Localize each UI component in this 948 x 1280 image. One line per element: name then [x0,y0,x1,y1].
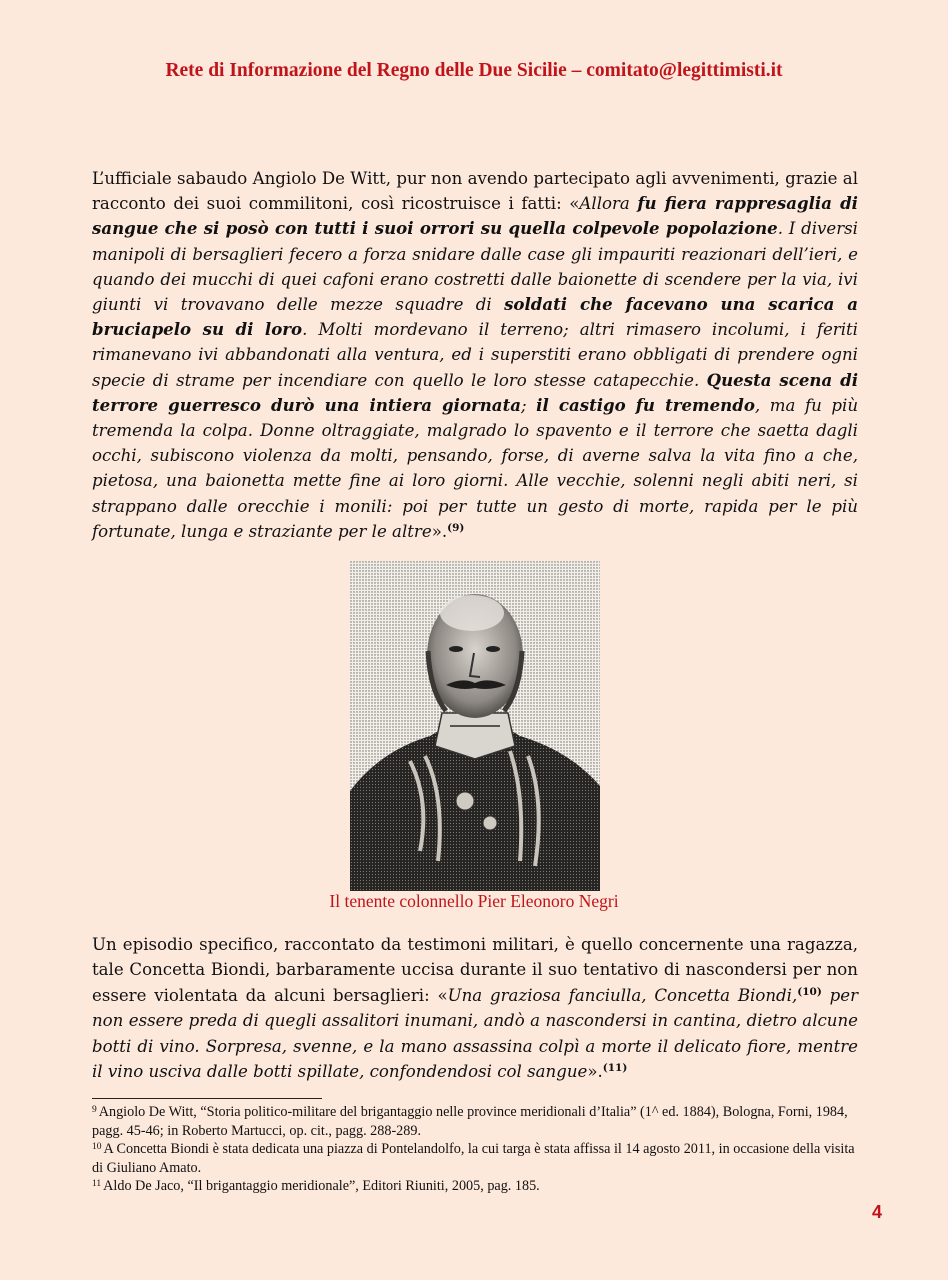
text-run: ». [587,1062,603,1082]
quote-bold-run: soldati che facevano una scarica a bruciapelo su di loro [92,294,858,340]
quote-run: , ma fu più tremenda la colpa. Donne oltraggiate, malgrado lo spavento e il terrore che saetta dagli occhi, subiscono violenza da molti, pensando, forse, di averne salva la vita fino a che, pietosa, una baionetta mette fine ai loro giorni. Alle vecchie, solenni negli abiti neri, si strappano dalle orecchie i monili: poi per tutte un gesto di morte, rapida per le più fortunate, lunga e straziante per le altre [92,395,859,541]
footnote-text: Aldo De Jaco, “Il brigantaggio meridionale”, Editori Riuniti, 2005, pag. 185. [103,1177,540,1194]
quote-run: . I diversi manipoli di bersaglieri fecero a forza snidare dalle case gli impauriti reazionari dell’ieri, e quando dei mucchi di quei cafoni erano costretti dalle baionette di scendere per la via, ivi giunti vi trovavano delle mezze squadre di [92,219,858,315]
text-run: ». [431,521,448,541]
footnotes [92,1104,862,1197]
footnote-number: 9 [92,1105,97,1115]
quote-bold-run: fu fiera rappresaglia di sangue che si posò con tutti i suoi orrori su quella colpevole popolazione [92,193,858,239]
footnote-separator [92,1098,322,1099]
paragraph-de-witt [92,166,858,544]
portrait-image [350,561,600,891]
image-caption: Il tenente colonnello Pier Eleonoro Negri [329,891,619,911]
footnote-item [92,1141,862,1178]
quote-bold-run: il castigo fu tremendo [536,394,755,415]
quote-run: . Molti mordevano il terreno; altri rimasero incolumi, i feriti rimanevano ivi abbandonati alla ventura, ed i superstiti erano obbligati di prendere ogni specie di strame per incendiare con quello le loro stesse catapecchie. [92,320,858,390]
quote-run: Allora [579,194,638,214]
quote-run: per non essere preda di quegli assalitori inumani, andò a nascondersi in cantina, dietro alcune botti di vino. Sorpresa, svenne, e la mano assassina colpì a morte il delicato fiore, mentre il vino usciva dalle botti spillate, confondendosi col sangue [92,985,859,1082]
footnote-number: 10 [92,1141,102,1152]
footnote-ref[interactable]: (10) [797,985,822,998]
text-run: Un episodio specifico, raccontato da testimoni militari, è quello concernente una ragazza, tale Concetta Biondi, barbaramente uccisa durante il suo tentativo di nascondersi per non essere violentata da alcuni bersaglieri: « [92,935,858,1005]
footnote-text: A Concetta Biondi è stata dedicata una piazza di Pontelandolfo, la cui targa è stata affissa il 14 agosto 2011, in occasione della visita di Giuliano Amato. [92,1140,855,1177]
footnote-ref[interactable]: (9) [447,521,465,534]
footnote-ref[interactable]: (11) [602,1062,628,1075]
text-run: L’ufficiale sabaudo Angiolo De Witt, pur non avendo partecipato agli avvenimenti, grazie al racconto dei suoi commilitoni, così ricostruisce i fatti: « [92,169,858,214]
quote-run: Una graziosa fanciulla, Concetta Biondi, [447,985,798,1005]
paragraph-concetta-biondi [92,932,858,1084]
quote-run: ; [520,395,537,415]
footnote-item [92,1178,862,1197]
footnote-item [92,1104,862,1141]
page-header: Rete di Informazione del Regno delle Due Sicilie – comitato@legittimisti.it [165,60,783,81]
footnote-text: Angiolo De Witt, “Storia politico-militare del brigantaggio nelle province meridionali d’Italia” (1^ ed. 1884), Bologna, Forni, 1984, pagg. 45-46; in Roberto Martucci, op. cit., pagg. 288-289. [92,1104,848,1140]
footnote-number: 11 [92,1178,102,1189]
page-number: 4 [871,1202,882,1222]
quote-bold-run: Questa scena di terrore guerresco durò una intiera giornata [92,369,858,415]
